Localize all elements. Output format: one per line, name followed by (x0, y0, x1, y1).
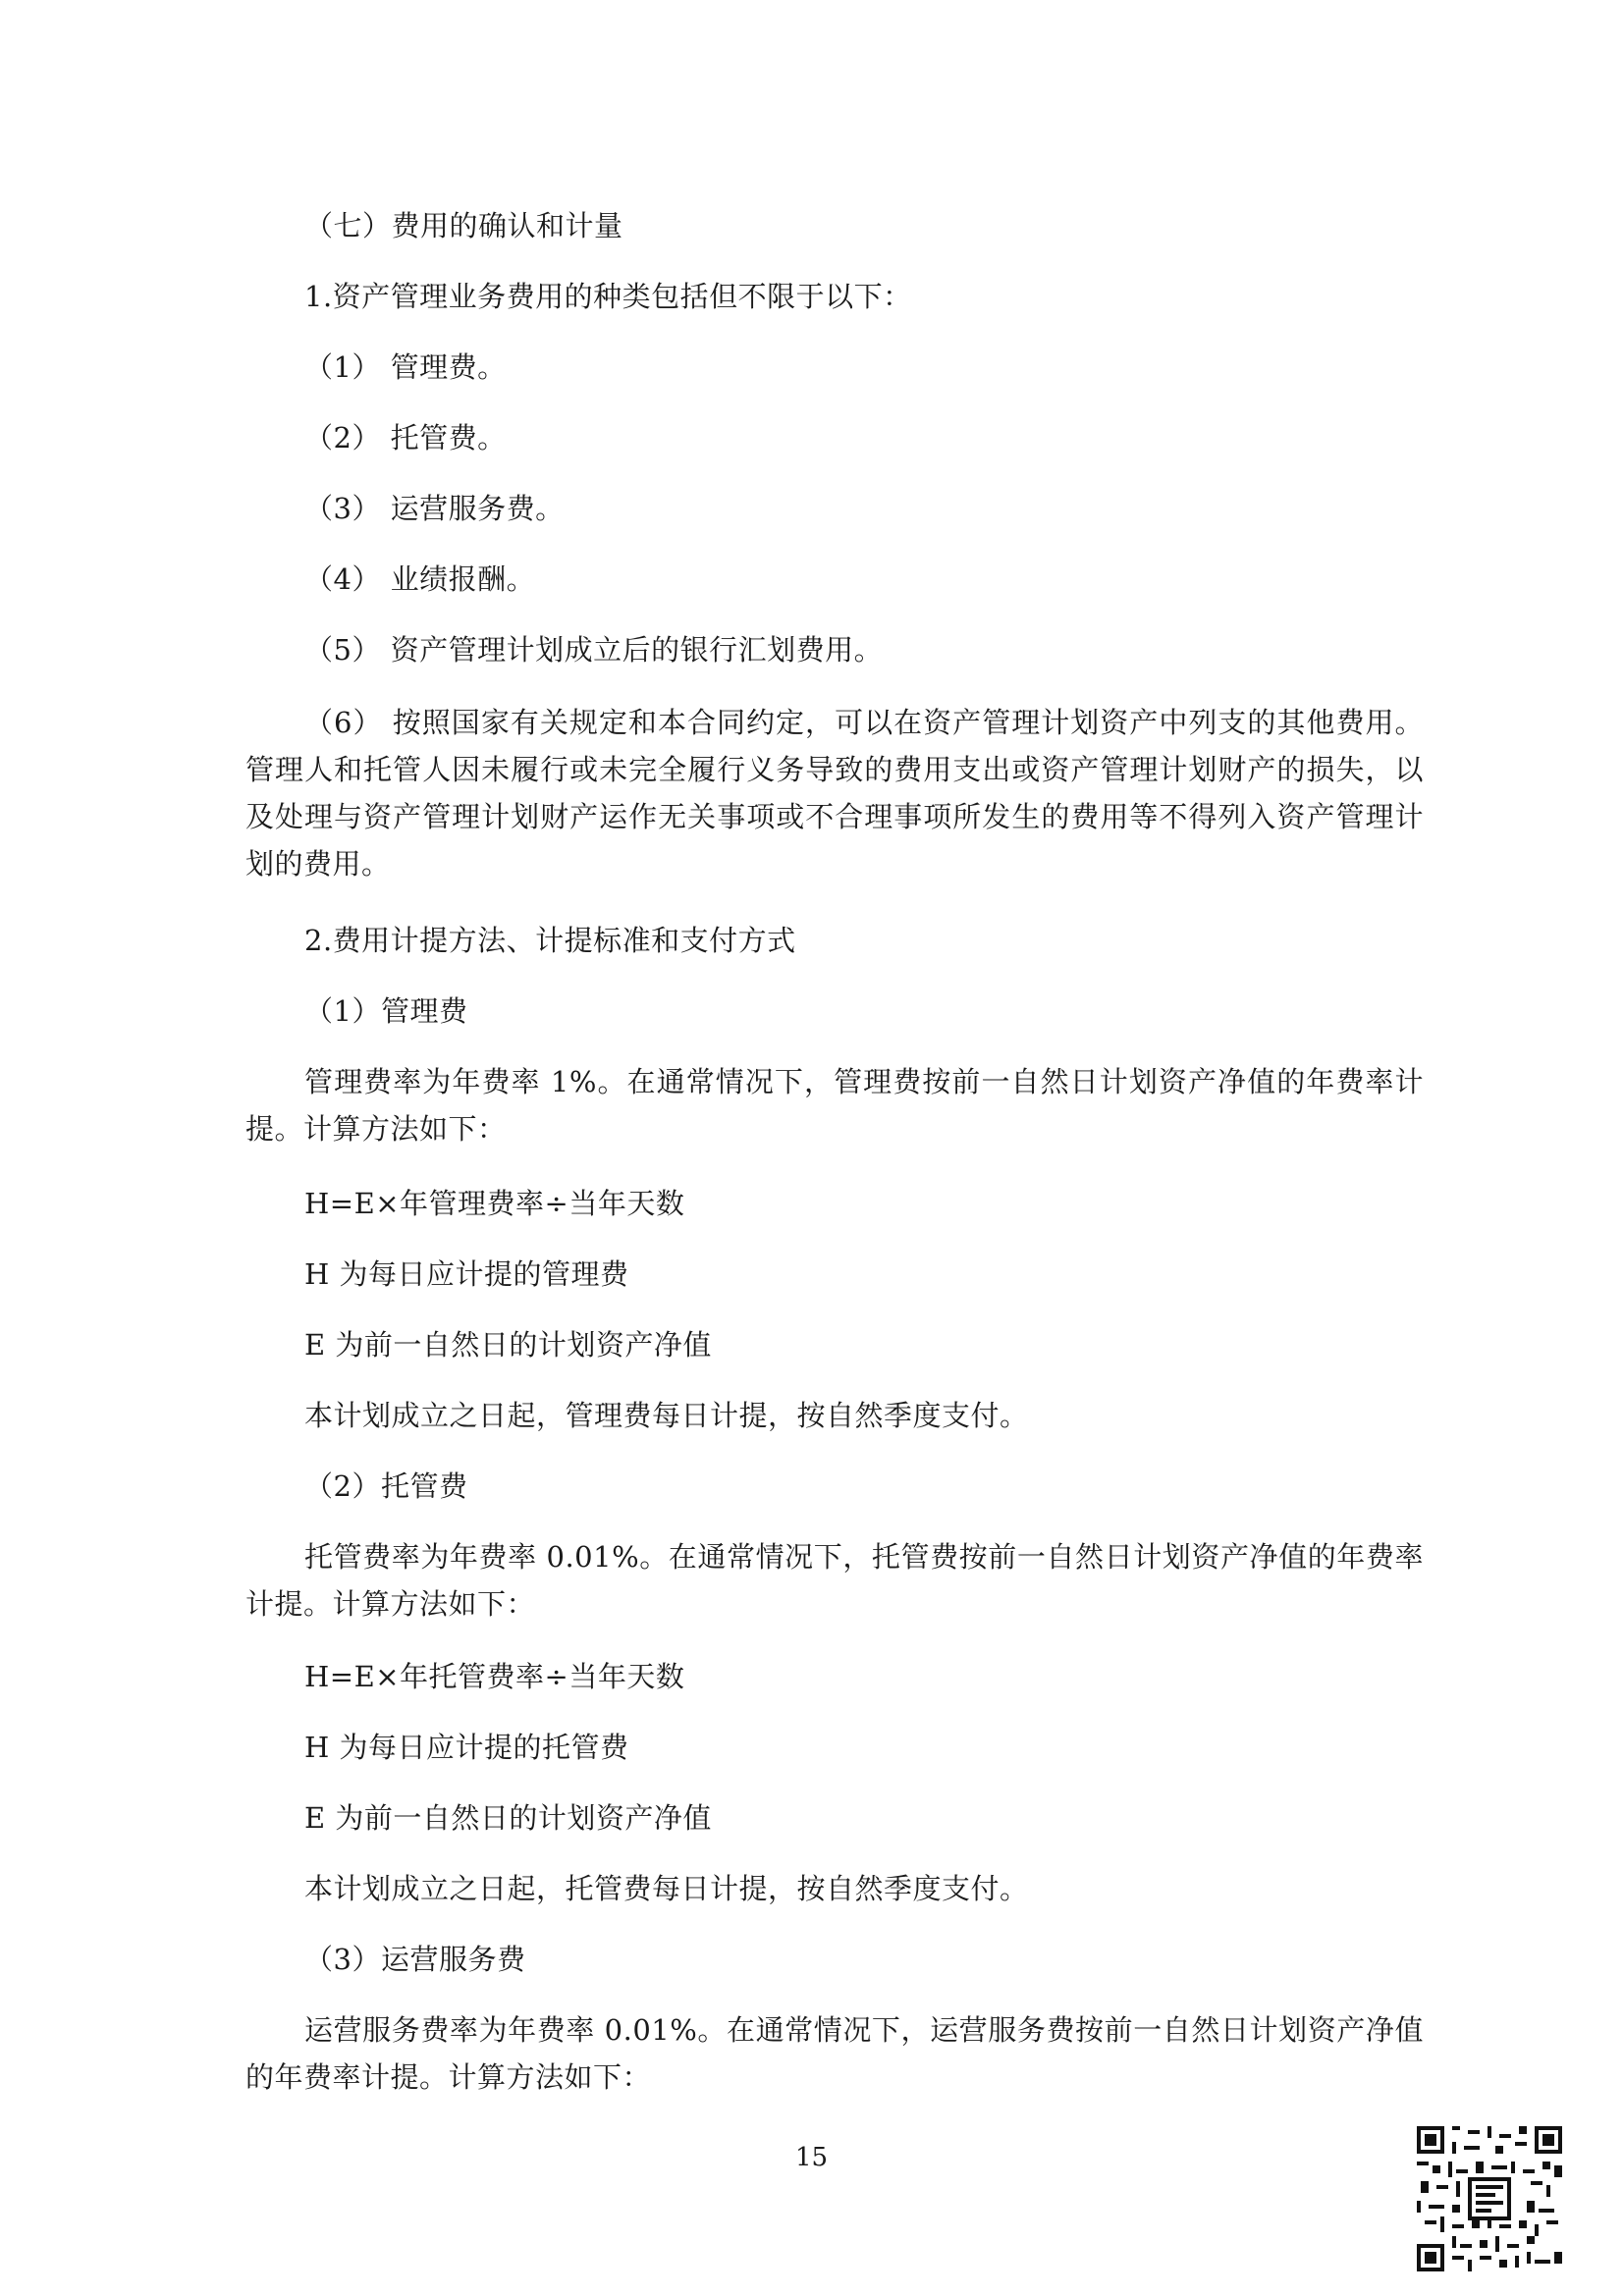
management-fee-formula: H=E×年管理费率÷当年天数 (304, 1187, 685, 1220)
management-fee-description: 管理费率为年费率 1%。在通常情况下，管理费按前一自然日计划资产净值的年费率计提。计算方法如下： (245, 1065, 1424, 1146)
fee-type-3: （3） 运营服务费。 (304, 492, 565, 525)
section-heading: （七）费用的确认和计量 (304, 209, 623, 242)
fee-type-1: （1） 管理费。 (304, 350, 507, 384)
management-fee-def-e: E 为前一自然日的计划资产净值 (304, 1328, 712, 1362)
custody-fee-def-h: H 为每日应计提的托管费 (304, 1731, 629, 1764)
management-fee-def-h: H 为每日应计提的管理费 (304, 1257, 629, 1291)
custody-fee-formula: H=E×年托管费率÷当年天数 (304, 1660, 685, 1693)
custody-fee-def-e: E 为前一自然日的计划资产净值 (304, 1801, 712, 1835)
operation-fee-description: 运营服务费率为年费率 0.01%。在通常情况下，运营服务费按前一自然日计划资产净值的年费率计提。计算方法如下： (245, 2013, 1424, 2094)
fee-type-2: （2） 托管费。 (304, 421, 507, 454)
management-fee-payment: 本计划成立之日起，管理费每日计提，按自然季度支付。 (304, 1399, 1029, 1432)
custody-fee-heading: （2）托管费 (304, 1469, 468, 1503)
fee-type-4: （4） 业绩报酬。 (304, 562, 536, 596)
item2-heading: 2.费用计提方法、计提标准和支付方式 (304, 924, 796, 957)
fee-type-6-paragraph: （6） 按照国家有关规定和本合同约定，可以在资产管理计划资产中列支的其他费用。管理人和托管人因未履行或未完全履行义务导致的费用支出或资产管理计划财产的损失，以及处理与资产管理计划财产运作无关事项或不合理事项所发生的费用等不得列入资产管理计划的费用。 (245, 706, 1424, 881)
page-number: 15 (794, 2143, 829, 2172)
custody-fee-description: 托管费率为年费率 0.01%。在通常情况下，托管费按前一自然日计划资产净值的年费率计提。计算方法如下： (245, 1540, 1424, 1621)
custody-fee-payment: 本计划成立之日起，托管费每日计提，按自然季度支付。 (304, 1872, 1029, 1905)
management-fee-heading: （1）管理费 (304, 994, 468, 1028)
item1-heading: 1.资产管理业务费用的种类包括但不限于以下： (304, 280, 912, 313)
operation-fee-heading: （3）运营服务费 (304, 1943, 526, 1976)
verification-qr-code-icon (1417, 2126, 1562, 2271)
fee-type-5: （5） 资产管理计划成立后的银行汇划费用。 (304, 633, 884, 667)
